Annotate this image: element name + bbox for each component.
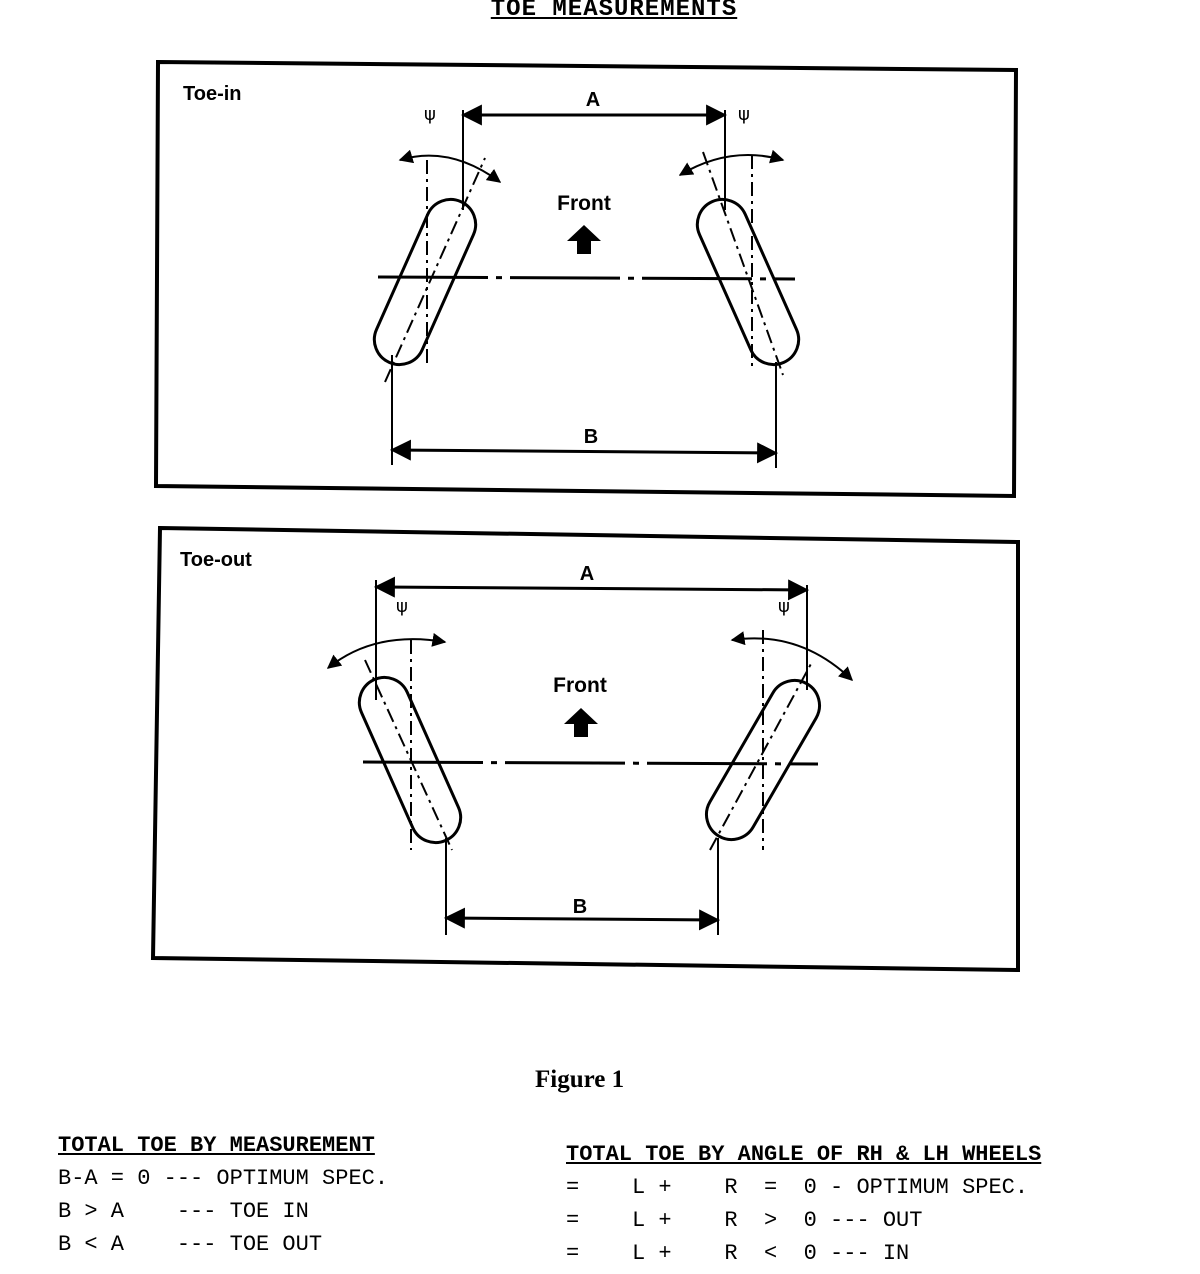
- toe-in-right-centerline: [703, 152, 783, 375]
- angle-table: [566, 1142, 1041, 1270]
- toe-out-left-angle-symbol: ψ: [396, 596, 408, 617]
- toe-in-left-angle-symbol: ψ: [424, 104, 436, 125]
- angle-row: = L + R < 0 --- IN: [566, 1241, 910, 1266]
- toe-out-left-angle-arc: [328, 639, 445, 668]
- toe-in-right-wheel: [689, 191, 806, 372]
- toe-in-front-label: Front: [557, 192, 611, 215]
- toe-out-front-arrow-icon: [564, 708, 598, 737]
- toe-out-b-label: B: [572, 896, 588, 918]
- toe-out-diagram: [0, 525, 1200, 980]
- toe-in-right-angle-arc: [680, 155, 783, 175]
- toe-in-a-label: A: [585, 89, 601, 111]
- toe-in-label: Toe-in: [183, 83, 242, 105]
- toe-in-b-label: B: [583, 426, 599, 448]
- measurement-row: B < A --- TOE OUT: [58, 1232, 323, 1257]
- toe-in-left-wheel: [366, 191, 483, 372]
- figure-caption: Figure 1: [535, 1066, 625, 1093]
- toe-in-right-angle-symbol: ψ: [738, 104, 750, 125]
- toe-out-front-label: Front: [553, 674, 607, 697]
- toe-out-axle-line: [363, 762, 818, 764]
- toe-out-a-label: A: [579, 563, 595, 585]
- measurement-heading: TOTAL TOE BY MEASUREMENT: [58, 1133, 375, 1158]
- angle-heading: TOTAL TOE BY ANGLE OF RH & LH WHEELS: [566, 1142, 1042, 1167]
- toe-in-axle-line: [378, 277, 795, 279]
- toe-out-dimension-b: [446, 918, 718, 920]
- page-title: TOE MEASUREMENTS: [490, 0, 738, 23]
- toe-in-left-centerline: [385, 158, 485, 382]
- measurement-row: B-A = 0 --- OPTIMUM SPEC.: [58, 1166, 389, 1191]
- angle-row: = L + R = 0 - OPTIMUM SPEC.: [566, 1175, 1029, 1200]
- toe-in-diagram: [0, 55, 1200, 505]
- toe-in-dimension-b: [392, 450, 776, 453]
- toe-out-right-centerline: [710, 662, 812, 850]
- toe-out-right-angle-symbol: ψ: [778, 596, 790, 617]
- toe-out-dimension-a: [376, 587, 807, 590]
- measurement-table: [58, 1133, 388, 1261]
- toe-in-front-arrow-icon: [567, 225, 601, 254]
- toe-out-label: Toe-out: [180, 549, 252, 571]
- toe-out-right-angle-arc: [732, 638, 852, 680]
- angle-row: = L + R > 0 --- OUT: [566, 1208, 923, 1233]
- measurement-row: B > A --- TOE IN: [58, 1199, 309, 1224]
